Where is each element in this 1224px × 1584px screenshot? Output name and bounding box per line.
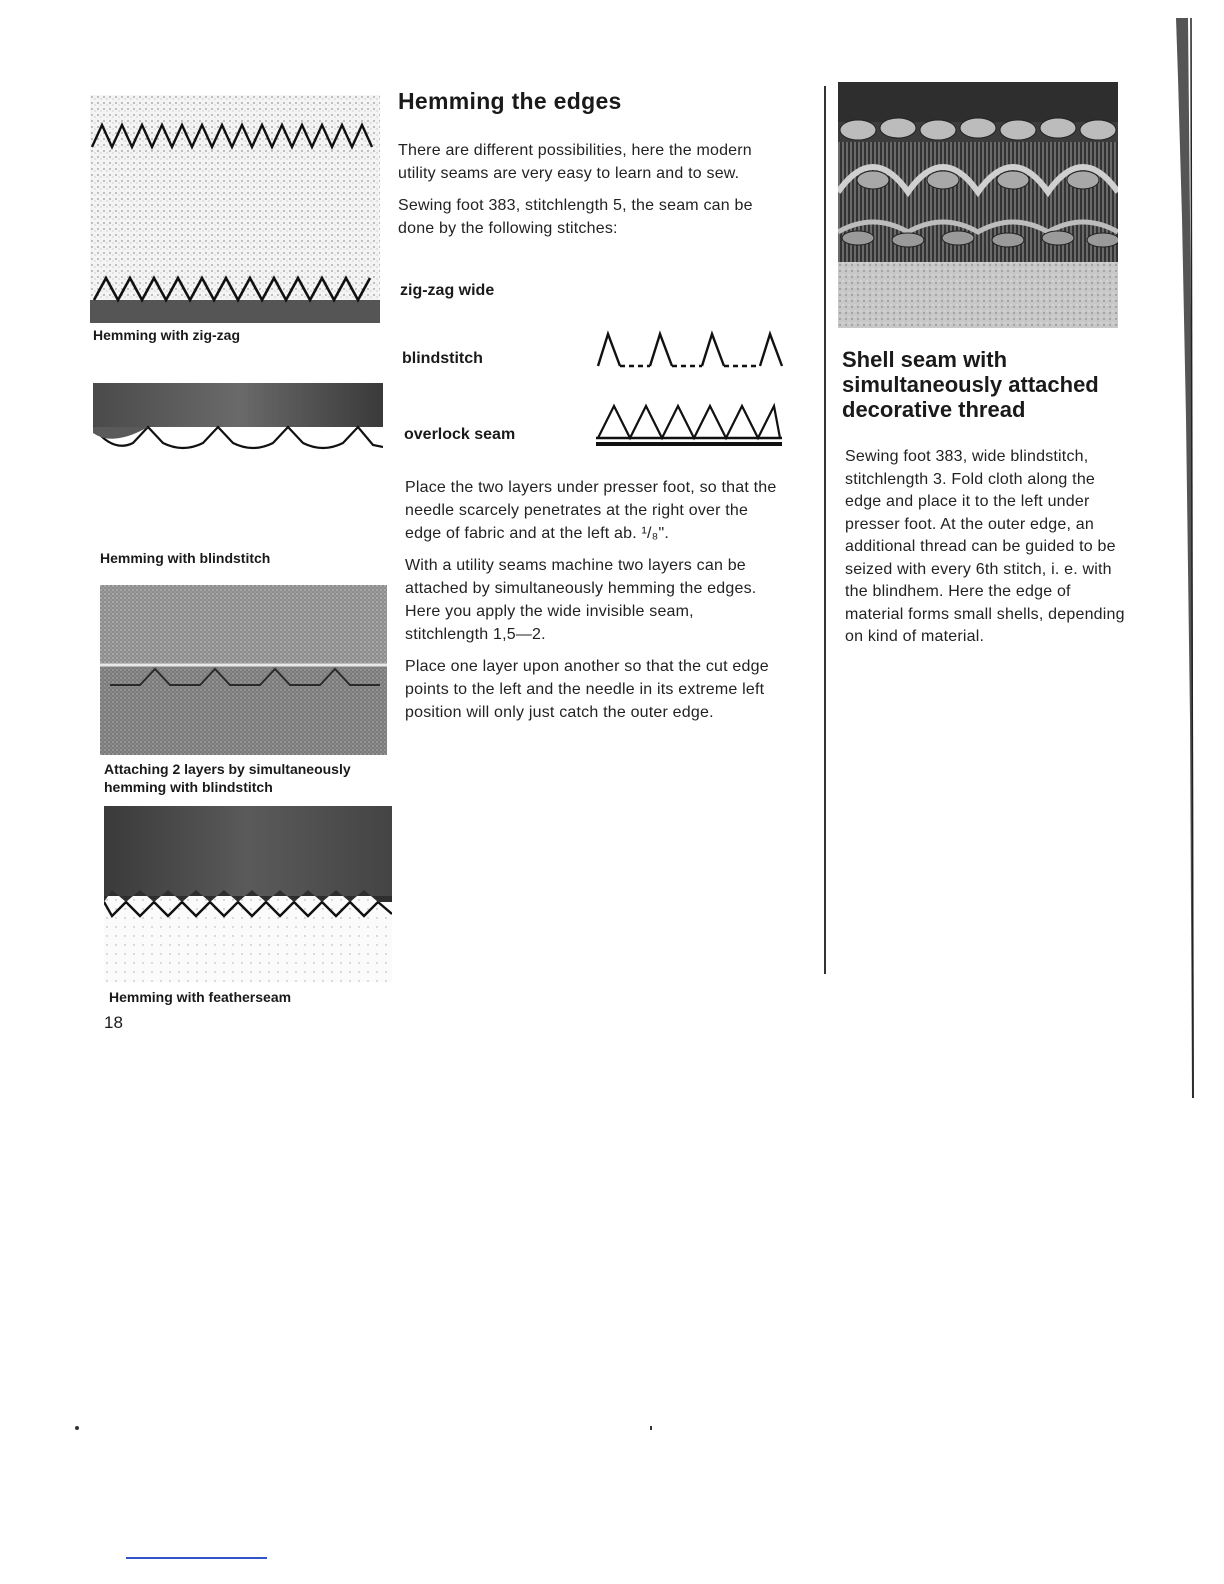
main-paragraph-4: With a utility seams machine two layers can be attached by simultaneously hemming the edges. Here you apply the wide invisible seam, stitchlength 1,5—2. [405, 557, 757, 643]
caption-blindstitch: Hemming with blindstitch [100, 550, 271, 566]
right-title-line-1: Shell seam with [842, 347, 1008, 372]
featherseam-hem-photo [104, 806, 392, 982]
overlock-diagram-icon [594, 402, 784, 455]
right-column-body [845, 446, 1131, 658]
caption-attaching-line2: hemming with blindstitch [104, 779, 273, 795]
scan-speck [650, 1426, 652, 1430]
right-title-line-3: decorative thread [842, 397, 1026, 422]
stitch-label-blindstitch: blindstitch [402, 350, 483, 367]
scan-edge [1176, 18, 1194, 1098]
main-paragraph-1: There are different possibilities, here the modern utility seams are very easy to learn and to sew. [398, 142, 752, 182]
blindstitch-hem-photo [93, 383, 383, 455]
main-column-lower [405, 476, 777, 733]
main-paragraph-3: Place the two layers under presser foot, so that the needle scarcely penetrates at the right over the edge of fabric and at the left ab. ¹/₈". [405, 479, 777, 542]
main-title: Hemming the edges [398, 88, 622, 114]
main-column [398, 88, 778, 249]
right-paragraph-1: Sewing foot 383, wide blindstitch, stitchlength 3. Fold cloth along the edge and place it to the left under presser foot. At the outer edge, an additional thread can be guided to be seized with every 6th stitch, i. e. with the blindhem. Here the edge of material forms small shells, depending on kind of material. [845, 448, 1125, 645]
blindstitch-diagram-icon [594, 330, 786, 375]
column-divider [824, 86, 826, 974]
caption-featherseam: Hemming with featherseam [109, 989, 292, 1005]
scan-underline [126, 1557, 267, 1559]
page-number: 18 [104, 1013, 123, 1032]
caption-attaching-line1: Attaching 2 layers by simultaneously [104, 761, 351, 777]
main-paragraph-5: Place one layer upon another so that the cut edge points to the left and the needle in its extreme left position will only just catch the outer edge. [405, 658, 769, 721]
attaching-layers-photo [100, 585, 387, 755]
zigzag-hem-photo [90, 95, 380, 323]
shell-seam-photo [838, 82, 1118, 328]
scan-speck [75, 1426, 79, 1430]
stitch-label-overlock: overlock seam [404, 426, 516, 443]
right-title-line-2: simultaneously attached [842, 372, 1099, 397]
stitch-label-zigzag: zig-zag wide [400, 282, 495, 299]
caption-zigzag: Hemming with zig-zag [93, 327, 240, 343]
right-column-heading [842, 347, 1132, 422]
main-paragraph-2: Sewing foot 383, stitchlength 5, the seam can be done by the following stitches: [398, 197, 753, 237]
